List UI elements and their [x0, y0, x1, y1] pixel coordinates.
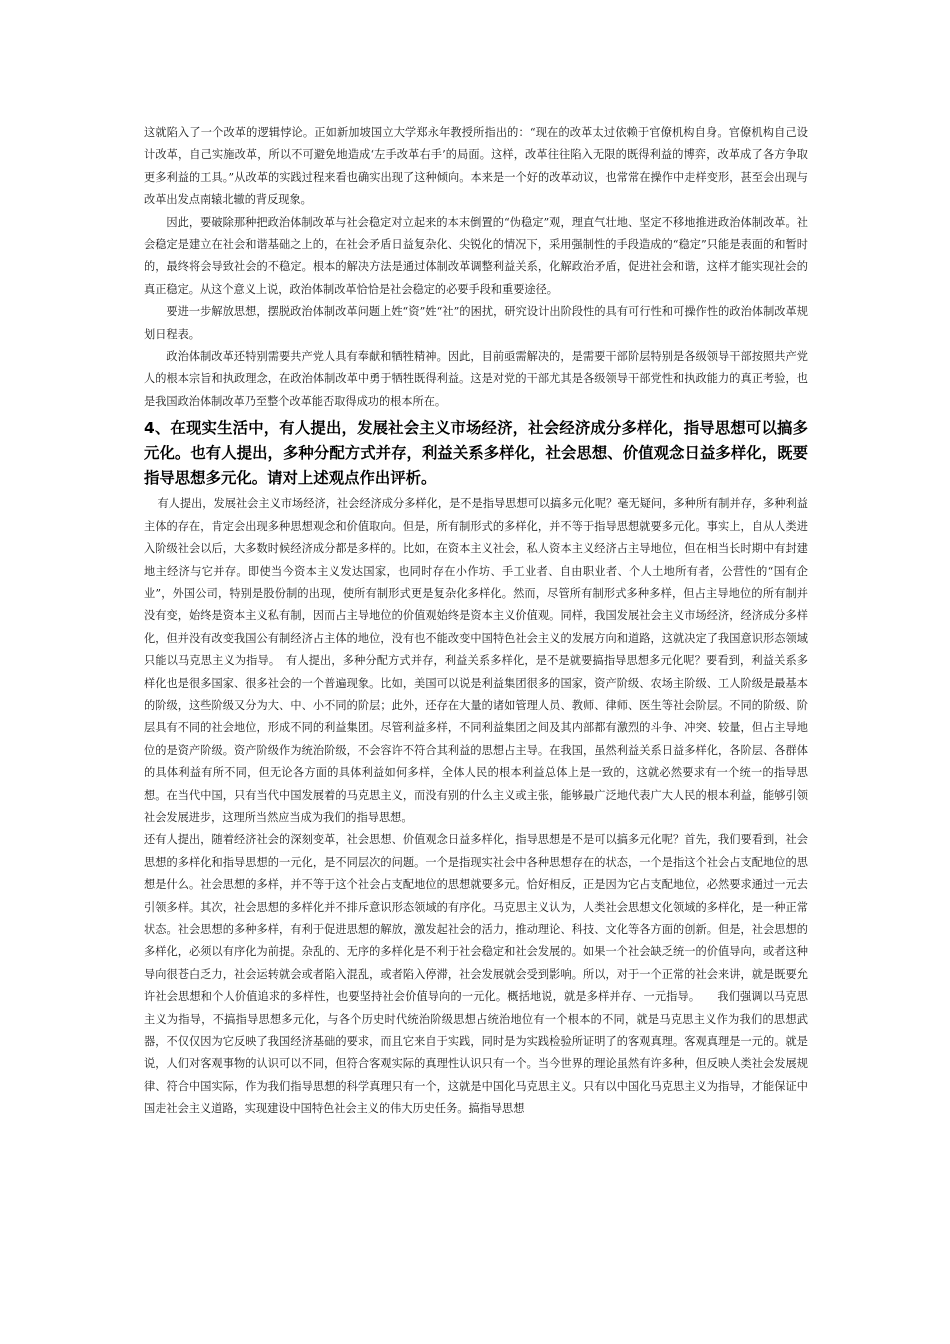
- paragraph-reform-paradox: 这就陷入了一个改革的逻辑悖论。正如新加坡国立大学郑永年教授所指出的：“现在的改革太过依赖于官僚机构自身。官僚机构自己设计改革，自己实施改革，所以不可避免地造成‘左手改革右手’的局面。这样，改革往往陷入无限的既得利益的博弈，改革成了各方争取更多利益的工具。”从改革的实践过程来看也确实出现了这种倾向。本来是一个好的改革动议，也常常在操作中走样变形，甚至会出现与改革出发点南辕北辙的背反现象。: [144, 126, 808, 207]
- paragraph-pseudo-stability: 因此，要破除那种把政治体制改革与社会稳定对立起来的本末倒置的“伪稳定”观，理直气壮地、坚定不移地推进政治体制改革。社会稳定是建立在社会和谐基础之上的，在社会矛盾日益复杂化、尖锐化的情况下，采用强制性的手段造成的“稳定”只能是表面的和暂时的，最终将会导致社会的不稳定。根本的解决方法是通过体制改革调整利益关系，化解政治矛盾，促进社会和谐，这样才能实现社会的真正稳定。从这个意义上说，政治体制改革恰恰是社会稳定的必要手段和重要途径。: [144, 215, 808, 296]
- question-heading: 4、在现实生活中，有人提出，发展社会主义市场经济，社会经济成分多样化，指导思想可以搞多元化。也有人提出，多种分配方式并存，利益关系多样化，社会思想、价值观念日益多样化，既要指导思想多元化。请对上述观点作出评析。: [144, 419, 808, 488]
- answer-paragraph-ideology: 还有人提出，随着经济社会的深刻变革，社会思想、价值观念日益多样化，指导思想是不是可以搞多元化呢？首先，我们要看到，社会思想的多样化和指导思想的一元化，是不同层次的问题。一个是指现实社会中各种思想存在的状态，一个是指这个社会占支配地位的思想是什么。社会思想的多样，并不等于这个社会占支配地位的思想就要多元。恰好相反，正是因为它占支配地位，必然要求通过一元去引领多样。其次，社会思想的多样化并不排斥意识形态领域的有序化。马克思主义认为，人类社会思想文化领域的多样化，是一种正常状态。社会思想的多种多样，有利于促进思想的解放，激发起社会的活力，推动理论、科技、文化等各方面的创新。但是，社会思想的多样化，必须以有序化为前提。杂乱的、无序的多样化是不利于社会稳定和社会发展的。如果一个社会缺乏统一的价值导向，或者这种导向很苍白乏力，社会运转就会或者陷入混乱，或者陷入停滞，社会发展就会受到影响。所以，对于一个正常的社会来讲，就是既要允许社会思想和个人价值追求的多样性，也要坚持社会价值导向的一元化。概括地说，就是多样并存、一元指导。 我们强调以马克思主义为指导，不搞指导思想多元化，与各个历史时代统治阶级思想占统治地位有一个根本的不同，就是马克思主义作为我们的思想武器，不仅仅因为它反映了我国经济基础的要求，而且它来自于实践，同时是为实践检验所证明了的客观真理。客观真理是一元的。就是说，人们对客观事物的认识可以不同，但符合客观实际的真理性认识只有一个。当今世界的理论虽然有许多种，但反映人类社会发展规律、符合中国实际，作为我们指导思想的科学真理只有一个，这就是中国化马克思主义。只有以中国化马克思主义为指导，才能保证中国走社会主义道路，实现建设中国特色社会主义的伟大历史任务。搞指导思想: [144, 833, 808, 1116]
- paragraph-sacrifice-spirit: 政治体制改革还特别需要共产党人具有奉献和牺牲精神。因此，目前亟需解决的，是需要干部阶层特别是各级领导干部按照共产党人的根本宗旨和执政理念，在政治体制改革中勇于牺牲既得利益。这是对党的干部尤其是各级领导干部党性和执政能力的真正考验，也是我国政治体制改革乃至整个改革能否取得成功的根本所在。: [144, 350, 808, 408]
- answer-paragraph-economy: 有人提出，发展社会主义市场经济，社会经济成分多样化，是不是指导思想可以搞多元化呢？毫无疑问，多种所有制并存，多种利益主体的存在，肯定会出现多种思想观念和价值取向。但是，所有制形式的多样化，并不等于指导思想就要多元化。事实上，自从人类进入阶级社会以后，大多数时候经济成分都是多样的。比如，在资本主义社会，私人资本主义经济占主导地位，但在相当长时期中有封建地主经济与它并存。即使当今资本主义发达国家，也同时存在小作坊、手工业者、自由职业者、个人土地所有者，公营性的“国有企业”，外国公司，特别是股份制的出现，使所有制形式更是复杂化多样化。然而，尽管所有制形式多种多样，但占主导地位的所有制并没有变，始终是资本主义私有制，因而占主导地位的价值观始终是资本主义价值观。同样，我国发展社会主义市场经济，经济成分多样化，但并没有改变我国公有制经济占主体的地位，没有也不能改变中国特色社会主义的发展方向和道路，这就决定了我国意识形态领域只能以马克思主义为指导。 有人提出，多种分配方式并存，利益关系多样化，是不是就要搞指导思想多元化呢？要看到，利益关系多样化也是很多国家、很多社会的一个普遍现象。比如，美国可以说是利益集团很多的国家，资产阶级、农场主阶级、工人阶级是最基本的阶级，这些阶级又分为大、中、小不同的阶层；此外，还存在大量的诸如管理人员、教师、律师、医生等社会阶层。不同的阶级、阶层具有不同的社会地位，形成不同的利益集团。尽管利益多样，不同利益集团之间及其内部都有激烈的斗争、冲突、较量，但占主导地位的是资产阶级。资产阶级作为统治阶级，不会容许不符合其利益的思想占主导。在我国，虽然利益关系日益多样化，各阶层、各群体的具体利益有所不同，但无论各方面的具体利益如何多样，全体人民的根本利益总体上是一致的，这就必然要求有一个统一的指导思想。在当代中国，只有当代中国发展着的马克思主义，而没有别的什么主义或主张，能够最广泛地代表广大人民的根本利益，能够引领社会发展进步，这理所当然应当成为我们的指导思想。: [144, 497, 808, 824]
- document-page: [144, 122, 808, 1121]
- paragraph-emancipate-mind: 要进一步解放思想，摆脱政治体制改革问题上姓“资”姓“社”的困扰，研究设计出阶段性的具有可行性和可操作性的政治体制改革规划日程表。: [144, 305, 808, 341]
